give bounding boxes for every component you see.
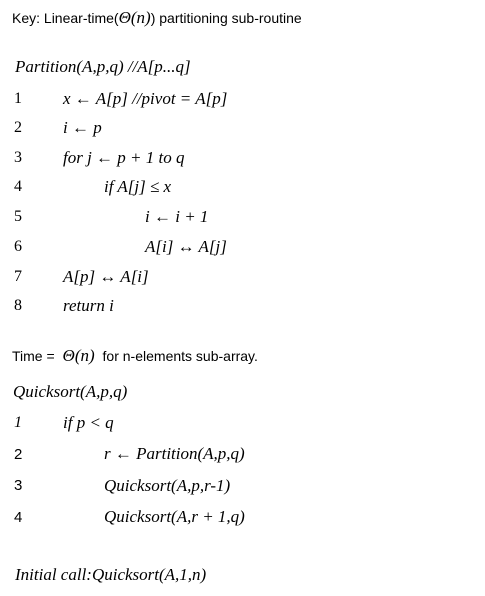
partition-line-6: A[i] ↔ A[j] [145,237,227,256]
key-line [12,8,302,28]
quicksort-line-num-3: 3 [14,477,23,494]
partition-line-num-4: 4 [14,178,22,195]
partition-line-1: x ← A[p] //pivot = A[p] [63,89,228,108]
key-prefix: Key: Linear-time( [12,10,119,26]
partition-line-num-7: 7 [14,268,22,285]
initial-call: Initial call:Quicksort(A,1,n) [15,565,207,584]
partition-line-8: return i [63,296,114,315]
quicksort-line-num-2: 2 [14,446,23,463]
partition-line-7: A[p] ↔ A[i] [63,267,149,286]
quicksort-line-4: Quicksort(A,r + 1,q) [104,507,245,526]
partition-line-num-5: 5 [14,208,22,225]
key-suffix: ) partitioning sub-routine [150,10,302,26]
quicksort-header: Quicksort(A,p,q) [13,382,128,401]
partition-header: Partition(A,p,q) //A[p...q] [15,57,191,76]
quicksort-line-3: Quicksort(A,p,r-1) [104,476,231,495]
quicksort-line-1: if p < q [63,413,114,432]
partition-line-num-8: 8 [14,297,22,314]
partition-line-num-1: 1 [14,90,22,107]
partition-line-2: i ← p [63,118,102,137]
partition-line-num-3: 3 [14,149,22,166]
quicksort-line-num-4: 4 [14,509,23,526]
partition-line-num-6: 6 [14,238,22,255]
quicksort-line-2: r ← Partition(A,p,q) [104,444,245,463]
partition-line-3: for j ← p + 1 to q [63,148,185,167]
quicksort-line-num-1: 1 [14,414,22,431]
partition-line-5: i ← i + 1 [145,207,209,226]
time-suffix: for n-elements sub-array. [98,348,258,364]
time-line [12,346,258,366]
key-theta-math: Θ(n) [118,8,151,27]
partition-line-4: if A[j] ≤ x [104,177,172,196]
partition-line-num-2: 2 [14,119,22,136]
time-prefix: Time = [12,348,59,364]
time-theta-math: Θ(n) [62,346,95,365]
